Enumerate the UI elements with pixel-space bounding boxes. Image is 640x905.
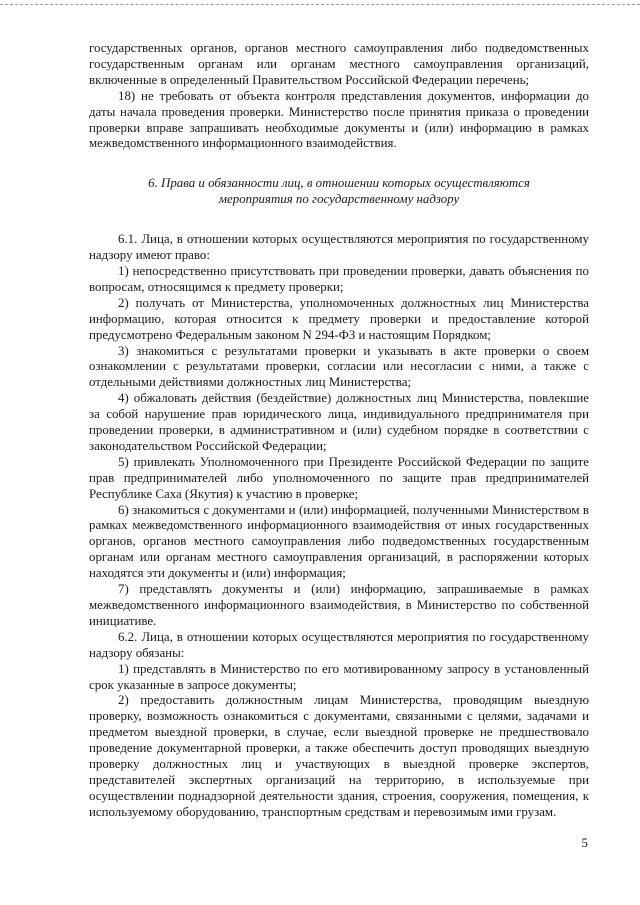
section-title-line-2: мероприятия по государственному надзору — [218, 192, 460, 207]
section-title-line-1: 6. Права и обязанности лиц, в отношении которых осуществляются — [148, 176, 530, 191]
paragraph-right-5: 5) привлекать Уполномоченного при Президенте Российской Федерации по защите прав предпринимателей либо уполномоченного по защите прав предпринимателей Республике Саха (Якутия) к участию в проверке; — [89, 454, 589, 501]
paragraph-right-3: 3) знакомиться с результатами проверки и указывать в акте проверки о своем ознакомлении с результатами проверки, согласии или несогласии с ними, а также с отдельными действиями должностных лиц Министерства; — [89, 343, 589, 390]
paragraph-right-6: 6) знакомиться с документами и (или) информацией, полученными Министерством в рамках межведомственного информационного взаимодействия от иных государственных органов, органов местного самоуправления либо подведомственных государственным органам или органам местного самоуправления организаций, в распоряжении которых находятся эти документы и (или) информация; — [89, 502, 589, 581]
paragraph-6-2: 6.2. Лица, в отношении которых осуществляются мероприятия по государственному надзору обязаны: — [89, 629, 589, 660]
paragraph-continuation: государственных органов, органов местного самоуправления либо подведомственных государственным органам или органам местного самоуправления организаций, включенные в определенный Правительством Российской Федерации перечень; — [89, 41, 589, 87]
paragraph-right-2: 2) получать от Министерства, уполномоченных должностных лиц Министерства информацию, которая относится к предмету проверки и предоставление которой предусмотрено Федеральным законом N 294-ФЗ и настоящим Порядком; — [89, 295, 589, 342]
paragraph-right-1: 1) непосредственно присутствовать при проведении проверки, давать объяснения по вопросам, относящимся к предмету проверки; — [89, 263, 589, 294]
paragraph-duty-1: 1) представлять в Министерство по его мотивированному запросу в установленный срок указанные в запросе документы; — [89, 661, 589, 692]
page-number: 5 — [581, 836, 588, 850]
paragraph-right-4: 4) обжаловать действия (бездействие) должностных лиц Министерства, повлекшие за собой нарушение прав юридического лица, индивидуального предпринимателя при проведении проверки, в административном и (или) судебном порядке в соответствии с законодательством Российской Федерации; — [89, 391, 589, 453]
paragraph-6-1: 6.1. Лица, в отношении которых осуществляются мероприятия по государственному надзору имеют право: — [89, 232, 589, 263]
scan-top-border — [0, 4, 640, 5]
paragraph-right-7: 7) представлять документы и (или) информацию, запрашиваемые в рамках межведомственного информационного взаимодействия, в Министерство по собственной инициативе. — [89, 582, 589, 628]
section-title — [89, 176, 589, 208]
document-page — [89, 41, 589, 821]
paragraph-item-18: 18) не требовать от объекта контроля представления документов, информации до даты начала проведения проверки. Министерство после принятия приказа о проведении проверки вправе запрашивать необходимые документы и (или) информацию в рамках межведомственного информационного взаимодействия. — [89, 88, 589, 151]
paragraph-duty-2: 2) предоставить должностным лицам Министерства, проводящим выездную проверку, возможность ознакомиться с документами, связанными с целями, задачами и предметом выездной проверки, в случае, если выездной проверке не предшествовало проведение документарной проверки, а также обеспечить доступ проводящих выездную проверку должностных лиц и участвующих в выездной проверке экспертов, представителей экспертных организаций на территорию, в используемые при осуществлении поднадзорной деятельности здания, строения, сооружения, помещения, к используемому оборудованию, транспортным средствам и перевозимым ими грузам. — [89, 693, 589, 819]
